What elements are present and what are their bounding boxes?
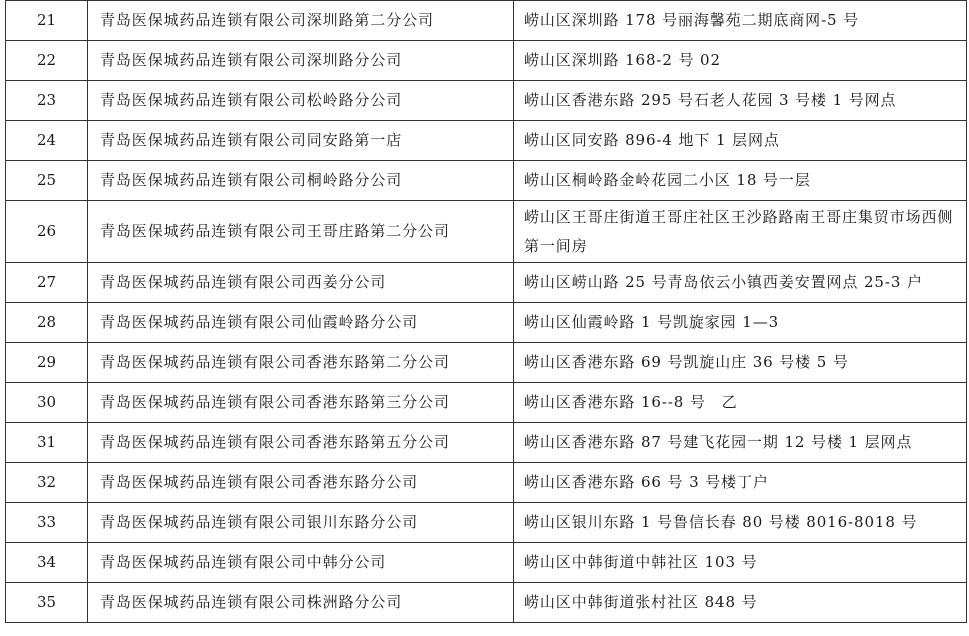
store-address: 崂山区深圳路 168-2 号 02	[514, 41, 967, 81]
row-number: 21	[6, 1, 88, 41]
pharmacy-store-table	[5, 0, 967, 623]
table-row	[6, 503, 967, 543]
table-row	[6, 543, 967, 583]
store-address: 崂山区香港东路 66 号 3 号楼丁户	[514, 463, 967, 503]
store-name: 青岛医保城药品连锁有限公司中韩分公司	[88, 543, 514, 583]
store-address: 崂山区中韩街道中韩社区 103 号	[514, 543, 967, 583]
table-row	[6, 423, 967, 463]
store-name: 青岛医保城药品连锁有限公司香港东路分公司	[88, 463, 514, 503]
store-name: 青岛医保城药品连锁有限公司王哥庄路第二分公司	[88, 201, 514, 263]
table-row	[6, 201, 967, 263]
store-name: 青岛医保城药品连锁有限公司仙霞岭路分公司	[88, 303, 514, 343]
store-name: 青岛医保城药品连锁有限公司株洲路分公司	[88, 583, 514, 623]
store-name: 青岛医保城药品连锁有限公司桐岭路分公司	[88, 161, 514, 201]
table-row	[6, 343, 967, 383]
store-name: 青岛医保城药品连锁有限公司松岭路分公司	[88, 81, 514, 121]
table-row	[6, 583, 967, 623]
store-name: 青岛医保城药品连锁有限公司银川东路分公司	[88, 503, 514, 543]
table-row	[6, 463, 967, 503]
table-row	[6, 263, 967, 303]
store-name: 青岛医保城药品连锁有限公司香港东路第五分公司	[88, 423, 514, 463]
table-body	[6, 1, 967, 623]
row-number: 28	[6, 303, 88, 343]
row-number: 25	[6, 161, 88, 201]
table-row	[6, 303, 967, 343]
store-address: 崂山区中韩街道张村社区 848 号	[514, 583, 967, 623]
store-name: 青岛医保城药品连锁有限公司香港东路第三分公司	[88, 383, 514, 423]
row-number: 23	[6, 81, 88, 121]
store-address: 崂山区同安路 896-4 地下 1 层网点	[514, 121, 967, 161]
row-number: 35	[6, 583, 88, 623]
row-number: 24	[6, 121, 88, 161]
row-number: 33	[6, 503, 88, 543]
store-name: 青岛医保城药品连锁有限公司深圳路分公司	[88, 41, 514, 81]
store-address: 崂山区香港东路 87 号建飞花园一期 12 号楼 1 层网点	[514, 423, 967, 463]
store-address: 崂山区银川东路 1 号鲁信长春 80 号楼 8016-8018 号	[514, 503, 967, 543]
store-address: 崂山区崂山路 25 号青岛依云小镇西姜安置网点 25-3 户	[514, 263, 967, 303]
store-name: 青岛医保城药品连锁有限公司香港东路第二分公司	[88, 343, 514, 383]
store-address: 崂山区香港东路 69 号凯旋山庄 36 号楼 5 号	[514, 343, 967, 383]
table-row	[6, 1, 967, 41]
store-address: 崂山区深圳路 178 号丽海馨苑二期底商网-5 号	[514, 1, 967, 41]
row-number: 22	[6, 41, 88, 81]
table-row	[6, 121, 967, 161]
store-name: 青岛医保城药品连锁有限公司同安路第一店	[88, 121, 514, 161]
store-address: 崂山区香港东路 16--8 号 乙	[514, 383, 967, 423]
store-address: 崂山区王哥庄街道王哥庄社区王沙路路南王哥庄集贸市场西侧第一间房	[514, 201, 967, 263]
row-number: 30	[6, 383, 88, 423]
row-number: 27	[6, 263, 88, 303]
table-row	[6, 383, 967, 423]
store-name: 青岛医保城药品连锁有限公司西姜分公司	[88, 263, 514, 303]
store-address: 崂山区仙霞岭路 1 号凯旋家园 1—3	[514, 303, 967, 343]
store-address: 崂山区桐岭路金岭花园二小区 18 号一层	[514, 161, 967, 201]
row-number: 26	[6, 201, 88, 263]
row-number: 31	[6, 423, 88, 463]
table-row	[6, 41, 967, 81]
row-number: 29	[6, 343, 88, 383]
table-row	[6, 81, 967, 121]
table-row	[6, 161, 967, 201]
store-name: 青岛医保城药品连锁有限公司深圳路第二分公司	[88, 1, 514, 41]
row-number: 34	[6, 543, 88, 583]
row-number: 32	[6, 463, 88, 503]
store-address: 崂山区香港东路 295 号石老人花园 3 号楼 1 号网点	[514, 81, 967, 121]
